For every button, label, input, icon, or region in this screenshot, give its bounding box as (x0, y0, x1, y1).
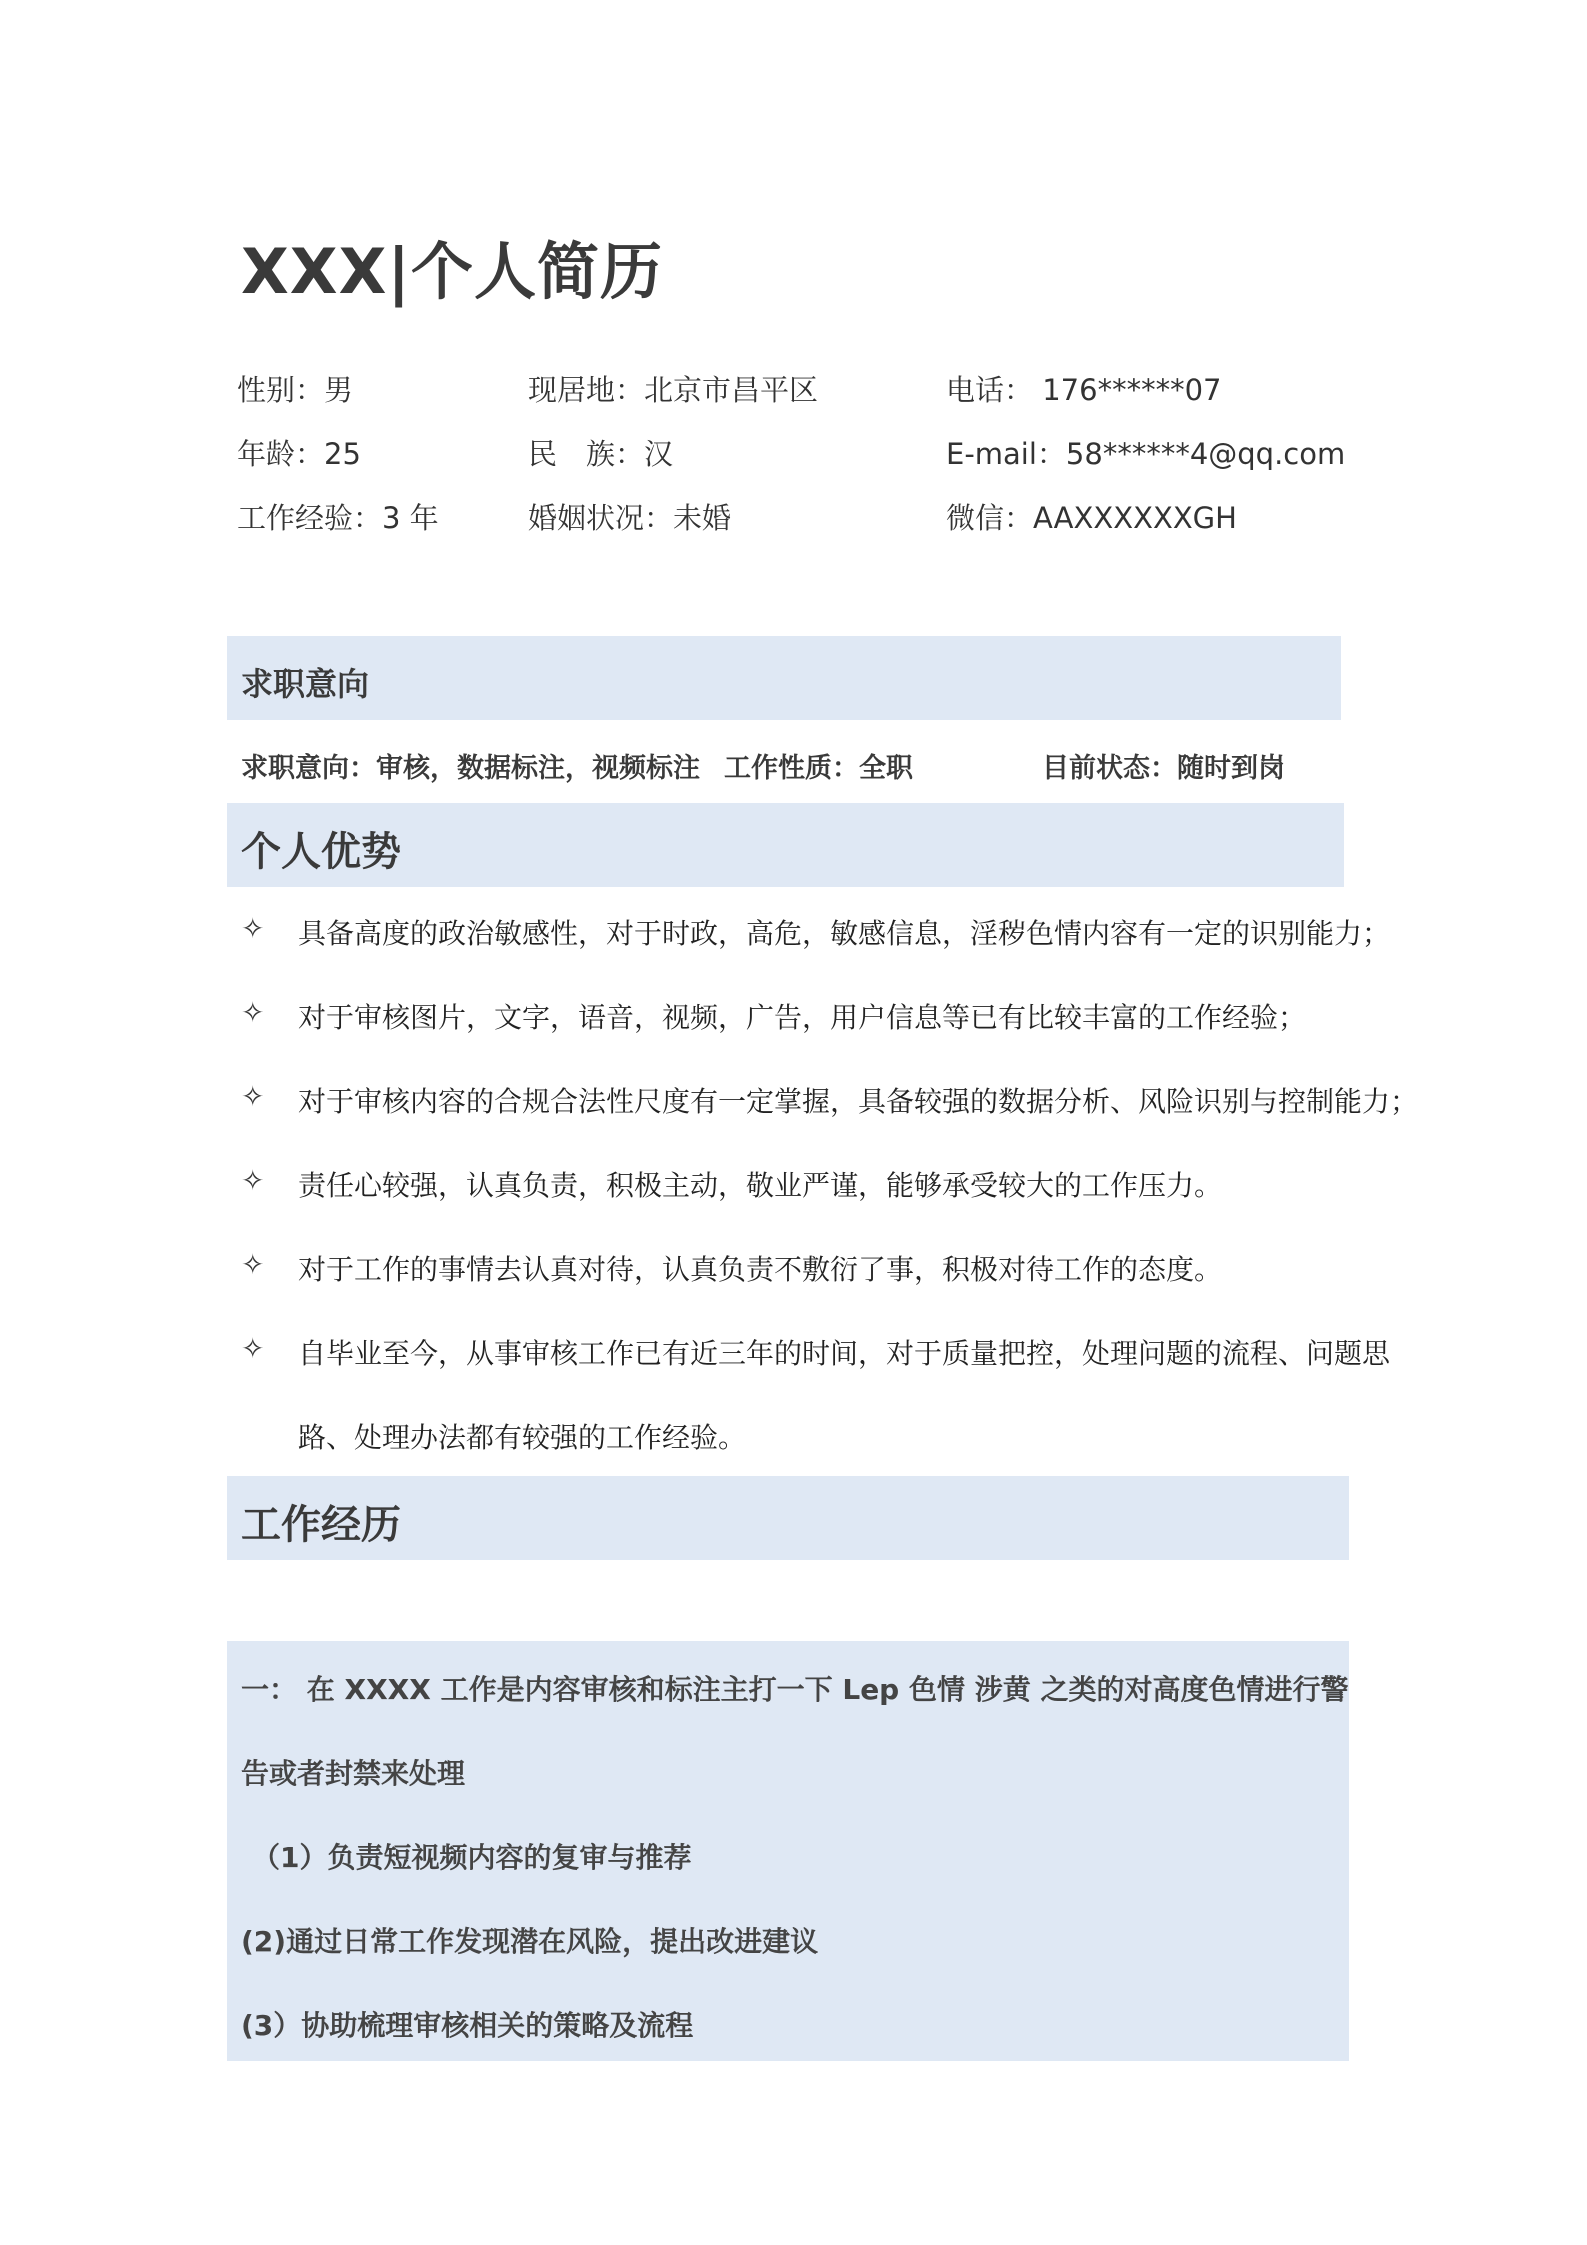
bullet-icon: ✧ (241, 996, 265, 1029)
work-duty-item: (2)通过日常工作发现潜在风险，提出改进建议 (241, 1925, 819, 1958)
work-entry-line: 告或者封禁来处理 (241, 1757, 466, 1790)
age-field: 年龄：25 (237, 437, 361, 471)
advantage-item: 对于审核内容的合规合法性尺度有一定掌握，具备较强的数据分析、风险识别与控制能力； (298, 1085, 1419, 1118)
advantage-item: 责任心较强，认真负责，积极主动，敬业严谨，能够承受较大的工作压力。 (298, 1169, 1223, 1202)
job-nature: 工作性质：全职 (724, 753, 913, 784)
advantage-item-continuation: 路、处理办法都有较强的工作经验。 (298, 1421, 747, 1454)
bullet-icon: ✧ (241, 1080, 265, 1113)
resume-title: XXX|个人简历 (241, 235, 664, 308)
experience-field: 工作经验：3 年 (237, 501, 439, 535)
bullet-icon: ✧ (241, 912, 265, 945)
job-intent-heading: 求职意向 (241, 665, 370, 703)
work-duty-item: (3）协助梳理审核相关的策略及流程 (241, 2009, 694, 2042)
job-intent-positions: 求职意向：审核，数据标注，视频标注 (241, 753, 700, 784)
work-experience-heading: 工作经历 (241, 1502, 401, 1548)
phone-field: 电话： 176******07 (946, 373, 1222, 407)
residence-field: 现居地：北京市昌平区 (528, 373, 819, 407)
advantages-heading: 个人优势 (241, 829, 401, 875)
bullet-icon: ✧ (241, 1164, 265, 1197)
bullet-icon: ✧ (241, 1332, 265, 1365)
job-intent-band (227, 636, 1341, 720)
work-duty-item: （1）负责短视频内容的复审与推荐 (252, 1841, 692, 1874)
email-field: E-mail：58******4@qq.com (946, 437, 1346, 471)
advantage-item: 对于审核图片，文字，语音，视频，广告，用户信息等已有比较丰富的工作经验； (298, 1001, 1307, 1034)
gender-field: 性别：男 (237, 373, 354, 407)
advantage-item: 自毕业至今，从事审核工作已有近三年的时间，对于质量把控，处理问题的流程、问题思 (298, 1337, 1391, 1370)
marital-status-field: 婚姻状况：未婚 (528, 501, 732, 535)
wechat-field: 微信：AAXXXXXXGH (946, 501, 1237, 535)
ethnicity-field: 民 族：汉 (528, 437, 674, 471)
advantage-item: 具备高度的政治敏感性，对于时政，高危，敏感信息，淫秽色情内容有一定的识别能力； (298, 917, 1391, 950)
current-status: 目前状态：随时到岗 (1042, 753, 1285, 784)
advantage-item: 对于工作的事情去认真对待，认真负责不敷衍了事，积极对待工作的态度。 (298, 1253, 1223, 1286)
bullet-icon: ✧ (241, 1248, 265, 1281)
work-entry-line: 一： 在 XXXX 工作是内容审核和标注主打一下 Lep 色情 涉黄 之类的对高度色情进行警 (241, 1673, 1349, 1706)
